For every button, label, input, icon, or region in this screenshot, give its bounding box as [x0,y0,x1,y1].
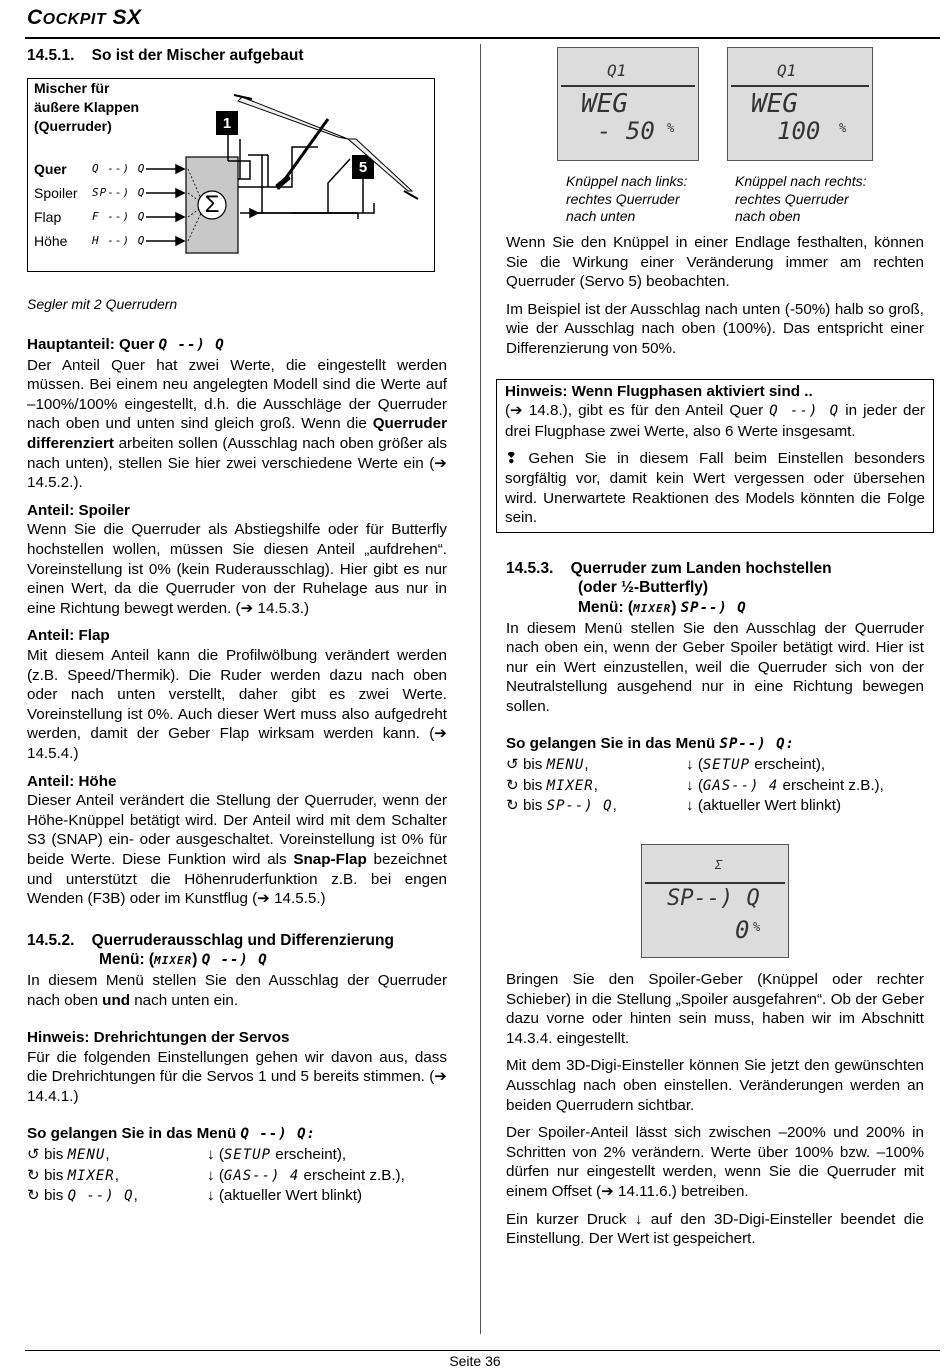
lcd-display-left [557,47,699,161]
caption-line: nach unten [566,208,636,224]
lcd-label: SP--) Q [667,886,760,911]
lcd-top: Q1 [777,61,797,80]
nav-sym: ↻ bis [506,776,547,794]
diff-text: nach unten ein. [130,991,239,1009]
nav-steps [506,755,924,817]
lcd-unit: % [839,121,847,135]
menu-mixer: MIXER [154,954,193,968]
diagram-caption: Segler mit 2 Querrudern [27,295,178,312]
section-14-5-3 [506,559,924,717]
input-code: Q --) Q [92,161,146,175]
section-14-5-3-menu [506,598,924,619]
caption-line: rechtes Querruder [735,190,849,207]
lcd-unit: % [753,920,761,934]
servo-1-label: 1 [222,114,232,132]
paragraph: Ein kurzer Druck ↓ auf den 3D-Digi-Einsteller beendet die Einstellung. Der Wert ist gespeichert. [506,1210,924,1248]
right-column-lower [506,970,924,1257]
caption-line: rechtes Querruder [566,190,680,207]
hoehe-heading: Anteil: Höhe [27,772,117,790]
diagram-title-line: (Querruder) [34,117,112,134]
nav-heading-code: Q --) Q: [240,1126,316,1143]
nav-result [686,776,924,797]
sigma-icon: Σ [204,190,220,218]
diagram-graphics [28,79,434,271]
nav-arrow: ↓ ( [686,776,703,794]
menu-code: Q --) Q [201,952,268,969]
flap-heading: Anteil: Flap [27,627,110,645]
quer-heading: Hauptanteil: Quer [27,336,155,354]
spoiler-heading: Anteil: Spoiler [27,501,130,519]
spoiler-section [27,501,447,619]
nav-step [506,796,686,817]
flight-phase-hint-box [496,379,934,533]
nav-step [27,1145,207,1166]
paragraph: Wenn Sie den Knüppel in einer Endlage festhalten, können Sie die Wirkung einer Veränderung immer am rechten Querruder (Servo 5) beobachten. [506,234,924,291]
lcd-caption-right [735,173,915,226]
lcd-display-right [727,47,873,161]
nav-sep: , [612,797,617,815]
nav-heading-code: SP--) Q: [719,736,795,753]
section-14-5-3-subtitle: (oder ½-Butterfly) [578,579,709,597]
paragraph: In diesem Menü stellen Sie den Ausschlag der Querruder nach oben ein, wenn der Geber Spoiler betätigt wird. Hier ist nur ein Wert einzustellen, weil die Querruder sich von der Neutralstellung ausgehend nur in eine Richtung bewegen sollen. [506,619,924,715]
lcd-label: WEG [581,89,628,119]
diagram-title-line: Mischer für [34,79,110,96]
lcd-unit: % [667,121,675,135]
nav-arrow: ↓ [686,797,698,815]
lcd-separator [561,85,695,87]
nav-code: MENU [67,1147,106,1164]
header-rule [25,37,940,39]
nav-sep: , [584,756,589,774]
nav-sym: ↻ bis [506,797,547,815]
nav-result [686,755,924,776]
menu-close: ) [671,598,677,616]
flap-text: Mit diesem Anteil kann die Profilwölbung verändert werden (z.B. Speed/Thermik). Die Ruder werden dazu nach oben oder nach unten verstellt, daher gibt es zwei Werte. Voreinstellung ist 0%. Auch dieser Wert muss also aufgedreht werden, damit der Geber Flap wirksam werden kann. (➔ 14.5.4.) [27,647,447,762]
menu-code: SP--) Q [680,599,747,616]
paragraph: Der Spoiler-Anteil lässt sich zwischen –200% und 200% in Schritten von 2% verändern. Werte über 100% bzw. –100% dürfen nur eingestellt werden, wenn Sie die Querruder mit einem Offset (➔ 14.11.6.) betreiben. [506,1124,924,1200]
nav-result [686,796,924,817]
nav-code: SP--) Q [546,798,613,815]
hint-box-code: Q --) Q [769,403,840,420]
lcd-value: 100 [777,117,821,145]
nav-sym: ↺ bis [506,756,547,774]
column-divider [480,44,481,1334]
nav-sep: , [593,776,598,794]
nav-instructions-right [506,734,924,816]
nav-heading: So gelangen Sie in das Menü [506,735,716,753]
lcd-value: 0 [735,916,750,944]
nav-step [506,776,686,797]
caption-line: Knüppel nach rechts: [735,173,867,189]
hoehe-section [27,772,447,909]
menu-mixer: MIXER [633,601,672,615]
quer-section [27,335,447,493]
section-14-5-3-title: 14.5.3. Querruder zum Landen hochstellen [506,559,832,577]
nav-rest: (aktueller Wert blinkt) [697,797,842,815]
quer-text: arbeiten sollen (Ausschlag nach oben größer als nach unten), stellen Sie hier zwei verschiedene Werte ein (➔ 14.5.2.). [27,435,447,492]
nav-heading: So gelangen Sie in das Menü [27,1125,237,1143]
nav-step [27,1186,207,1207]
section-14-5-2-menu [27,950,447,971]
hint-box-text: (➔ 14.8.), gibt es für den Anteil Quer [505,402,770,420]
menu-label: Menü: ( [99,951,155,969]
paragraph: Im Beispiel ist der Ausschlag nach unten (-50%) halb so groß, wie der Ausschlag nach oben (100%). Das entspricht einer Differenzierung von 50%. [506,300,924,357]
nav-code: SETUP [223,1147,272,1164]
input-label-flap: Flap [34,208,62,225]
input-code: SP--) Q [92,185,146,199]
lcd-label: WEG [751,89,798,119]
nav-result [207,1166,447,1187]
nav-code: Q --) Q [67,1188,134,1205]
input-label-spoiler: Spoiler [34,184,78,201]
nav-code: GAS--) 4 [702,777,779,794]
hint-box-text: in jeder der drei Flugphase zwei Werte, also 6 Werte insgesamt. [505,402,925,440]
nav-steps [27,1145,447,1207]
nav-code: GAS--) 4 [223,1167,300,1184]
nav-arrow: ↓ ( [207,1146,224,1164]
page-number: Seite 36 [449,1353,501,1369]
brand-model: SX [112,6,142,29]
nav-rest: erscheint), [271,1146,347,1164]
hoehe-text-bold: Snap-Flap [293,850,367,868]
input-label-hoehe: Höhe [34,232,68,249]
nav-step [506,755,686,776]
nav-arrow: ↓ ( [686,756,703,774]
servo-hint [27,1028,447,1106]
nav-rest: (aktueller Wert blinkt) [218,1187,363,1205]
brand-initial: C [27,6,43,29]
nav-code: MENU [546,757,585,774]
lcd-value: - 50 [597,117,655,145]
diagram-title-line: äußere Klappen [34,98,140,115]
menu-close: ) [192,951,198,969]
lcd-display-spoiler [641,844,789,958]
lcd-separator [645,882,785,884]
nav-instructions-left [27,1124,447,1206]
servo-hint-heading: Hinweis: Drehrichtungen der Servos [27,1029,290,1047]
nav-code: SETUP [702,757,751,774]
section-14-5-2 [27,931,447,1010]
servo-5-label: 5 [358,158,368,176]
nav-rest: erscheint z.B.), [778,776,884,794]
nav-rest: erscheint), [750,756,826,774]
left-column [27,46,447,1207]
input-label-quer: Quer [34,160,67,177]
lcd-separator [731,85,869,87]
caption-line: nach oben [735,208,801,224]
diff-text: In diesem Menü stellen Sie den Ausschlag der Querruder nach oben [27,971,447,1009]
nav-sym: ↺ bis [27,1146,68,1164]
input-code: F --) Q [92,209,146,223]
lcd-caption-left [566,173,726,226]
nav-result [207,1145,447,1166]
diff-text-bold: und [102,991,131,1009]
quer-code: Q --) Q [158,337,225,354]
nav-arrow: ↓ [207,1187,219,1205]
nav-sep: , [114,1166,119,1184]
hint-box-warning: ❢ Gehen Sie in diesem Fall beim Einstellen besonders sorgfältig vor, damit kein Wert vergessen oder übersehen wird. Unerwartete Reaktionen des Models könnten die Folge sein. [505,450,925,527]
footer-rule [25,1350,940,1351]
caption-line: Knüppel nach links: [566,173,688,189]
hoehe-text: bezeichnet und unterstützt die Höhenruderfunktion z.B. bei engen Wenden (F3B) oder im Kunstflug (➔ 14.5.5.) [27,850,447,908]
brand-title [27,6,141,30]
nav-arrow: ↓ ( [207,1166,224,1184]
menu-label: Menü: ( [578,598,634,616]
quer-text-bold: Querruder differenziert [27,415,447,453]
lcd-top: Σ [715,858,723,872]
nav-sep: , [133,1187,138,1205]
mixer-diagram [27,78,435,272]
input-code: H --) Q [92,233,146,247]
nav-result [207,1186,447,1207]
lcd-top: Q1 [607,61,627,80]
brand-word: OCKPIT [42,11,107,28]
quer-text: Der Anteil Quer hat zwei Werte, die eingestellt werden müssen. Bei einem neu angelegten Modell sind die Werte auf –100%/100% eingestellt, d.h. die Ausschläge der Querruder nach oben und unten sind gleich groß. Wenn die [27,356,447,433]
section-14-5-2-title: 14.5.2. Querruderausschlag und Differenzierung [27,931,394,949]
nav-sep: , [105,1146,110,1164]
paragraph: Bringen Sie den Spoiler-Geber (Knüppel oder rechter Schieber) in die Stellung „Spoiler ausgefahren“. Ob der Geber dazu vorne oder hinten sein muss, haben wir im Abschnitt 14.3.4. eingestellt. [506,971,924,1047]
hint-box-heading: Hinweis: Wenn Flugphasen aktiviert sind .. [505,382,813,400]
section-14-5-1: 14.5.1. So ist der Mischer aufgebaut [27,47,304,64]
nav-step [27,1166,207,1187]
nav-code: MIXER [67,1167,115,1184]
nav-code: MIXER [546,777,594,794]
nav-rest: erscheint z.B.), [299,1166,405,1184]
nav-sym: ↻ bis [27,1187,68,1205]
spoiler-text: Wenn Sie die Querruder als Abstiegshilfe oder für Butterfly hochstellen wollen, müssen Sie diesen Anteil „aufdrehen“. Voreinstellung ist 0% (kein Ruderausschlag). Hier gibt es nur einen Wert, da die Querruder von der Ruhelage aus nur in eine Richtung bewegt werden. (➔ 14.5.3.) [27,521,447,617]
flap-section [27,626,447,763]
right-column [506,233,924,817]
paragraph: Mit dem 3D-Digi-Einsteller können Sie jetzt den gewünschten Ausschlag nach oben einstellen. Veränderungen werden an beiden Querrudern sichtbar. [506,1057,924,1114]
servo-hint-text: Für die folgenden Einstellungen gehen wir davon aus, dass die Drehrichtungen für die Servos 1 und 5 bereits stimmen. (➔ 14.4.1.) [27,1048,447,1105]
nav-sym: ↻ bis [27,1166,68,1184]
hoehe-text: Dieser Anteil verändert die Stellung der Querruder, wenn der Höhe-Knüppel betätigt wird. Der Anteil wird mit dem Schalter S3 (SNAP) ein- oder ausgeschaltet. Voreinstellung ist 0% für beide Werte. Diese Funktion wird als [27,792,447,868]
